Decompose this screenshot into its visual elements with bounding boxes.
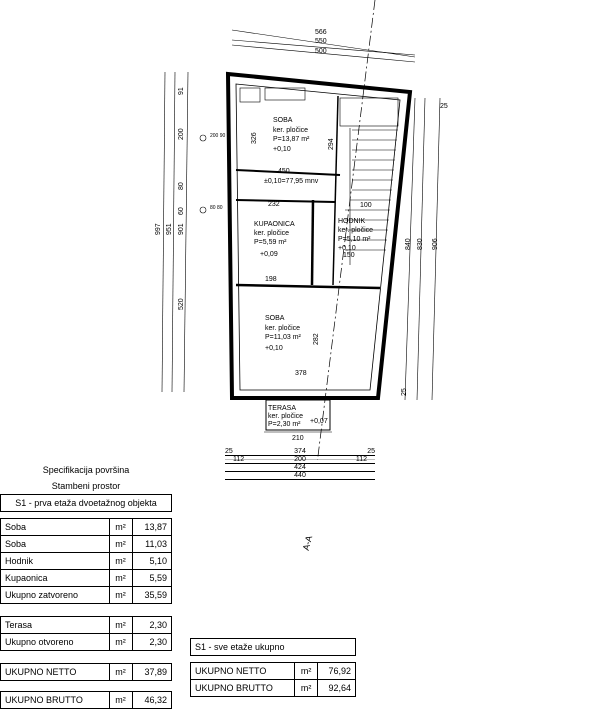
- bdim-424: 424: [225, 464, 375, 472]
- right-dim-840: 840: [405, 238, 412, 250]
- dim-282: 282: [313, 333, 320, 345]
- room-kupaonica: [254, 221, 295, 258]
- brutto-row: UKUPNO BRUTTO m² 46,32: [1, 692, 172, 709]
- svg-text:ker. pločice: ker. pločice: [338, 227, 374, 234]
- top-dim-1: 566: [315, 29, 327, 36]
- left-dim-901: 901: [178, 223, 185, 235]
- total-title: S1 - sve etaže ukupno: [191, 639, 356, 656]
- table-row: Hodnik m² 5,10: [1, 553, 172, 570]
- window-marker-2: [200, 207, 206, 213]
- table-row: Soba m² 11,03: [1, 536, 172, 553]
- svg-text:ker. pločice: ker. pločice: [273, 127, 309, 134]
- section-label: A-A: [300, 534, 315, 552]
- table-row: Soba m² 13,87: [1, 519, 172, 536]
- bdim-112b: 112: [355, 456, 367, 463]
- left-dim-997: 997: [155, 223, 162, 235]
- window-tag-1: 200 90: [210, 133, 226, 139]
- svg-text:+0,07: +0,07: [310, 418, 328, 425]
- right-dim-25b: 25: [401, 388, 408, 396]
- room-soba-1: [273, 117, 310, 153]
- right-dim-906: 906: [432, 238, 439, 250]
- bdim-440: 440: [225, 472, 375, 480]
- svg-text:SOBA: SOBA: [273, 117, 293, 124]
- svg-text:+0,10: +0,10: [338, 245, 356, 252]
- netto-row: UKUPNO NETTO m² 37,89: [1, 664, 172, 681]
- spec-title-1: Specifikacija površina: [42, 465, 130, 475]
- spec-title-2: Stambeni prostor: [51, 481, 121, 491]
- bdim-25a: 25: [225, 448, 233, 455]
- top-dim-2: 550: [315, 38, 327, 45]
- svg-text:P=5,10 m²: P=5,10 m²: [338, 236, 371, 243]
- window-tag-2: 80 80: [210, 205, 223, 211]
- interior-walls: [236, 88, 380, 288]
- dim-326: 326: [251, 132, 258, 144]
- dim-210: 210: [292, 435, 304, 442]
- dim-100: 100: [360, 202, 372, 209]
- total-netto-row: UKUPNO NETTO m² 76,92: [191, 663, 356, 680]
- dim-450: 450: [278, 168, 290, 175]
- svg-text:+0,10: +0,10: [273, 146, 291, 153]
- bdim-25b: 25: [367, 448, 375, 455]
- table-row: Terasa m² 2,30: [1, 617, 172, 634]
- spec-table: [0, 462, 172, 709]
- room-soba-2: [265, 315, 302, 352]
- bdim-112a: 112: [233, 456, 245, 463]
- dim-232: 232: [268, 201, 280, 208]
- left-dim-80: 80: [178, 182, 185, 190]
- left-dim-60: 60: [178, 207, 185, 215]
- svg-text:+0,09: +0,09: [260, 251, 278, 258]
- window-marker-1: [200, 135, 206, 141]
- spec-title-3: S1 - prva etaža dvoetažnog objekta: [1, 495, 172, 512]
- bottom-dim-rows: [225, 448, 375, 480]
- room-terasa: [268, 405, 328, 428]
- dim-198: 198: [265, 276, 277, 283]
- svg-text:SOBA: SOBA: [265, 315, 285, 322]
- svg-text:+0,10: +0,10: [265, 345, 283, 352]
- left-dim-91: 91: [178, 87, 185, 95]
- dim-294: 294: [328, 138, 335, 150]
- svg-text:TERASA: TERASA: [268, 405, 297, 412]
- left-dim-200: 200: [178, 128, 185, 140]
- left-dim-520: 520: [178, 298, 185, 310]
- bdim-374: 374: [294, 448, 306, 455]
- svg-text:P=13,87 m²: P=13,87 m²: [273, 136, 310, 143]
- svg-text:P=11,03 m²: P=11,03 m²: [265, 334, 301, 341]
- svg-text:ker. pločice: ker. pločice: [268, 413, 304, 420]
- dim-150: 150: [343, 252, 355, 259]
- level-main: ±0,10=77,95 mnv: [264, 178, 319, 185]
- svg-text:P=5,59 m²: P=5,59 m²: [254, 239, 287, 246]
- right-dim-25a: 25: [440, 103, 448, 110]
- bdim-200: 200: [294, 456, 306, 463]
- table-row: Ukupno zatvoreno m² 35,59: [1, 587, 172, 604]
- table-row: Ukupno otvoreno m² 2,30: [1, 634, 172, 651]
- table-row: Kupaonica m² 5,59: [1, 570, 172, 587]
- dim-378: 378: [295, 370, 307, 377]
- right-dim-830: 830: [417, 238, 424, 250]
- top-dim-3: 500: [315, 48, 327, 55]
- svg-text:HODNIK: HODNIK: [338, 218, 366, 225]
- svg-text:P=2,30 m²: P=2,30 m²: [268, 421, 301, 428]
- left-dim-951: 951: [166, 223, 173, 235]
- room-hodnik: [338, 218, 373, 252]
- total-table: [190, 638, 356, 697]
- total-brutto-row: UKUPNO BRUTTO m² 92,64: [191, 680, 356, 697]
- svg-text:KUPAONICA: KUPAONICA: [254, 221, 295, 228]
- svg-text:ker. pločice: ker. pločice: [254, 230, 290, 237]
- svg-text:ker. pločice: ker. pločice: [265, 325, 301, 332]
